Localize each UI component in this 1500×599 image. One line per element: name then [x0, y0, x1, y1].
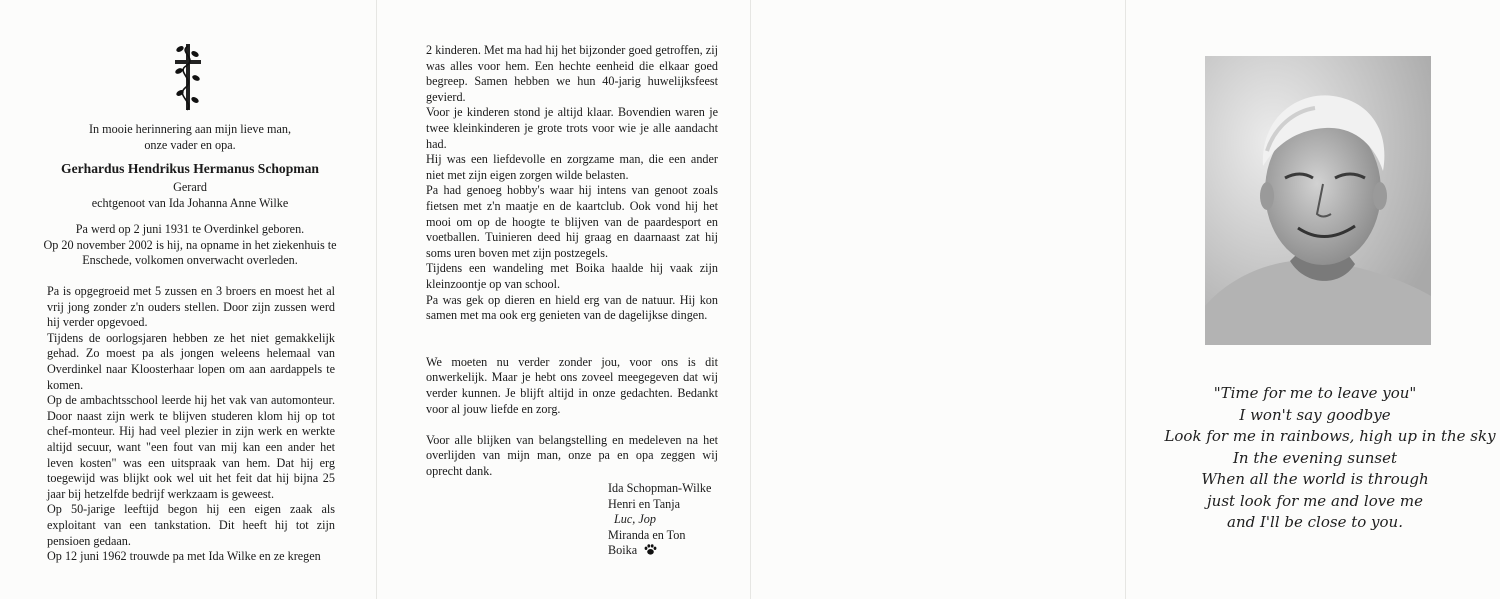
nickname: Gerard: [173, 180, 207, 194]
thanks-paragraph: Voor alle blijken van belangstelling en medeleven na het overlijden van mijn man, onze pa en opa zeggen wij oprecht dank.: [426, 432, 718, 479]
paragraph: Op 50-jarige leeftijd begon hij een eigen zaak als exploitant van een tankstation. Dit heeft hij tot zijn pensioen gedaan.: [47, 502, 335, 548]
death-line: Op 20 november 2002 is hij, na opname in het ziekenhuis te Enschede, volkomen onverwacht overleden.: [43, 237, 337, 268]
paragraph: Pa is opgegroeid met 5 zussen en 3 broers en moest het al vrij jong zonder z'n ouders stellen. Door zijn zussen werd hij verder opgevoed.: [47, 284, 335, 330]
signature-line: Henri en Tanja: [608, 496, 681, 511]
paragraph: Voor je kinderen stond je altijd klaar. Bovendien waren je twee kleinkinderen je grote trots voor wie je alle aandacht had.: [426, 105, 718, 151]
paragraph: Op 12 juni 1962 trouwde pa met Ida Wilke en ze kregen: [47, 549, 321, 564]
deceased-name: Gerhardus Hendrikus Hermanus Schopman: [61, 161, 319, 176]
paw-print-icon: [644, 544, 657, 555]
dedication: [40, 122, 340, 153]
right-panel: [1125, 0, 1500, 599]
dedication-line: onze vader en opa.: [144, 137, 236, 152]
dedication-line: In mooie herinnering aan mijn lieve man,: [88, 122, 292, 136]
paragraph: Pa was gek op dieren en hield erg van de natuur. Hij kon samen met ma ook erg genieten van de dagelijkse dingen.: [426, 292, 718, 323]
portrait-photo: [1205, 56, 1431, 345]
signature-line: Ida Schopman-Wilke: [608, 481, 712, 495]
signatures: [608, 481, 711, 559]
cross-with-vine-icon: [168, 40, 208, 114]
poem-line: When all the world is through: [1201, 470, 1429, 488]
paragraph: 2 kinderen. Met ma had hij het bijzonder goed getroffen, zij was alles voor hem. Een hechte eenheid die elkaar goed begreep. Samen hebben we hun 40-jarig huwelijksfeest gevierd.: [426, 43, 718, 104]
signature-line: Miranda en Ton: [608, 527, 686, 542]
pet-name: Boika: [608, 543, 638, 558]
signature-line-grandchildren: Luc, Jop: [614, 512, 656, 527]
signature-line-pet: [608, 543, 711, 559]
paragraph: Hij was een liefdevolle en zorgzame man, die een ander niet met zijn eigen zorgen wilde belasten.: [426, 152, 718, 182]
biography-column-2: [426, 43, 718, 480]
birth-death-block: [30, 222, 350, 269]
paragraph: Op de ambachtsschool leerde hij het vak van automonteur. Door naast zijn werk te blijven studeren klom hij op tot chef-monteur. Hij had veel plezier in zijn werk en werkte altijd secuur, want "een fout van mij kan een ander het leven kosten" was een uitspraak van hem. Dat hij erg toegewijd was blijkt ook wel uit het feit dat hij bijna 25 jaar bij hetzelfde bedrijf werkzaam is geweest.: [47, 393, 335, 501]
left-panel: [0, 0, 376, 599]
poem-line: just look for me and love me: [1207, 491, 1423, 510]
poem-line: and I'll be close to you.: [1227, 513, 1403, 531]
poem-line: Look for me in rainbows, high up in the sky: [1164, 427, 1496, 445]
spouse-line: echtgenoot van Ida Johanna Anne Wilke: [91, 195, 289, 210]
birth-line: Pa werd op 2 juni 1931 te Overdinkel geboren.: [75, 222, 305, 236]
blank-panel: [750, 0, 1125, 599]
nickname-block: [40, 180, 340, 211]
paragraph: Pa had genoeg hobby's waar hij intens van genoot zoals fietsen met z'n maatje en de kaartclub. Ook vond hij het mooi om op de hoogte te blijven van de paardesport en voetballen. Tuinieren deed hij graag en daarnaast zat hij soms uren boven met zijn postzegels.: [426, 183, 718, 260]
poem-line: I won't say goodbye: [1239, 405, 1391, 424]
middle-panel: [376, 0, 750, 599]
poem-line: "Time for me to leave you": [1213, 384, 1417, 402]
biography-column-1: [47, 284, 335, 565]
paragraph: Tijdens een wandeling met Boika haalde hij vaak zijn kleinzoontje op van school.: [426, 261, 718, 291]
poem-line: In the evening sunset: [1232, 448, 1398, 467]
poem: [1155, 383, 1496, 534]
closing-paragraph: We moeten nu verder zonder jou, voor ons is dit onwerkelijk. Maar je hebt ons zoveel meegegeven dat wij verder kunnen. Je blijft altijd in onze gedachten. Bedankt voor al jouw liefde en zorg.: [426, 354, 718, 416]
paragraph: Tijdens de oorlogsjaren hebben ze het niet gemakkelijk gehad. Zo moest pa als jongen weleens helemaal van Overdinkel naar Kloosterhaar lopen om aan aardappels te komen.: [47, 330, 335, 392]
